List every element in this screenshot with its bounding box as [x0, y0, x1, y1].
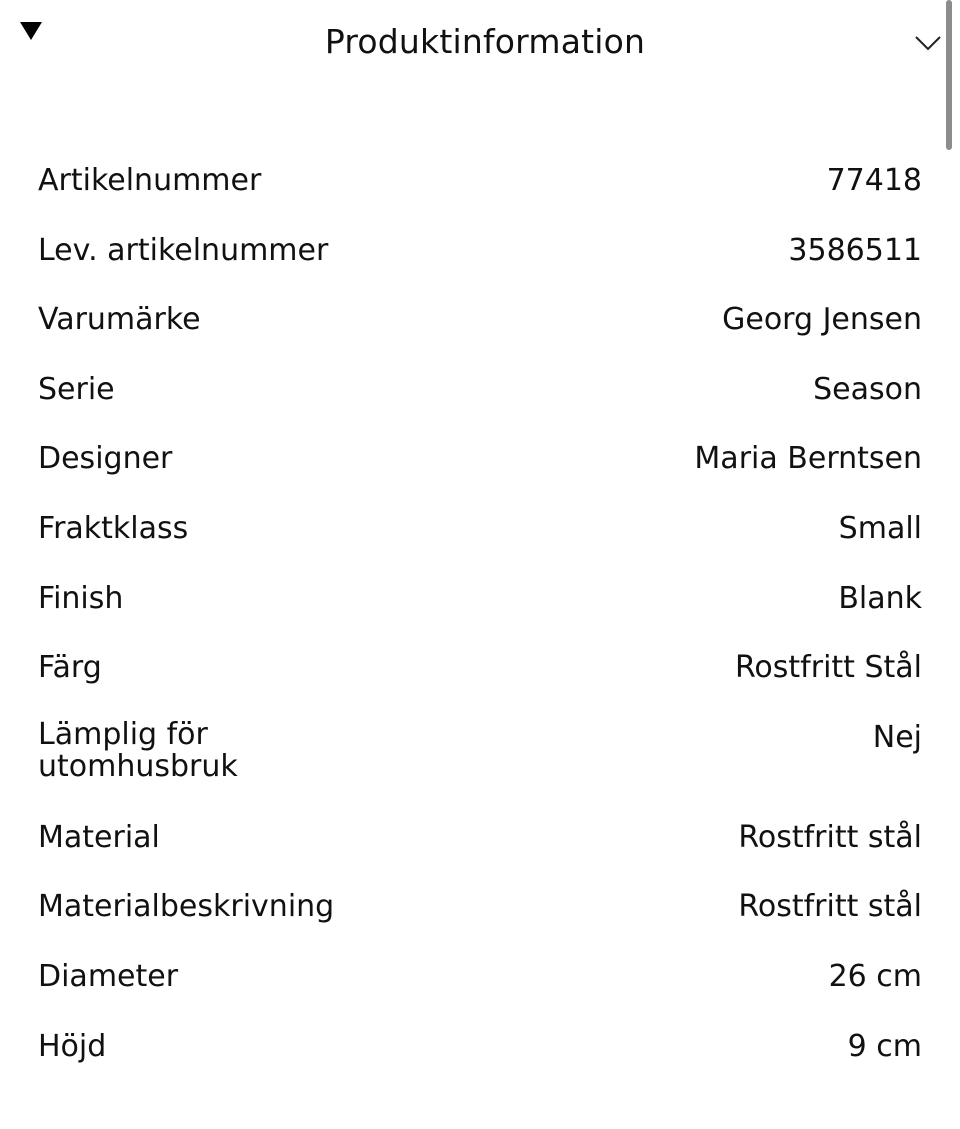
scrollbar[interactable]	[946, 0, 952, 150]
spec-row-material	[38, 819, 922, 889]
spec-row-article-number	[38, 162, 922, 232]
chevron-down-icon[interactable]	[914, 34, 942, 52]
spec-row-series	[38, 371, 922, 441]
spec-value: Season	[813, 371, 922, 407]
spec-label: Artikelnummer	[38, 163, 262, 198]
spec-value: 9 cm	[847, 1028, 922, 1064]
spec-label: Finish	[38, 580, 124, 616]
spec-label: Serie	[38, 371, 115, 407]
spec-row-designer	[38, 440, 922, 510]
spec-row-supplier-article-number	[38, 232, 922, 302]
spec-label: Varumärke	[38, 302, 201, 338]
product-info-header[interactable]	[0, 0, 960, 92]
spec-row-shipping-class	[38, 510, 922, 580]
spec-value: Nej	[872, 719, 922, 755]
spec-label: Höjd	[38, 1028, 107, 1064]
spec-row-diameter	[38, 958, 922, 1028]
spec-list	[38, 162, 922, 1097]
spec-row-finish	[38, 580, 922, 650]
spec-row-outdoor-use	[38, 716, 922, 819]
triangle-down-icon[interactable]	[20, 22, 42, 40]
spec-value: Rostfritt stål	[738, 819, 922, 855]
spec-label: Designer	[38, 441, 173, 477]
spec-value: 3586511	[788, 232, 922, 268]
spec-value: Blank	[838, 580, 922, 616]
spec-value: 26 cm	[828, 958, 922, 994]
spec-value: 77418	[826, 163, 922, 198]
section-title: Produktinformation	[324, 22, 646, 61]
spec-value: Georg Jensen	[722, 302, 922, 338]
spec-row-height	[38, 1028, 922, 1098]
spec-label: Färg	[38, 650, 102, 686]
spec-label: Materialbeskrivning	[38, 889, 335, 925]
spec-row-material-description	[38, 888, 922, 958]
spec-label: Lämplig för utomhusbruk	[38, 716, 238, 784]
spec-value: Rostfritt Stål	[734, 650, 922, 686]
spec-row-color	[38, 649, 922, 719]
spec-label: Lev. artikelnummer	[38, 232, 329, 268]
spec-value: Maria Berntsen	[694, 441, 922, 477]
spec-label: Fraktklass	[38, 510, 189, 546]
spec-row-brand	[38, 301, 922, 371]
spec-value: Rostfritt stål	[738, 889, 922, 925]
spec-label: Material	[38, 819, 160, 855]
spec-value: Small	[838, 510, 922, 546]
spec-label: Diameter	[38, 958, 179, 994]
